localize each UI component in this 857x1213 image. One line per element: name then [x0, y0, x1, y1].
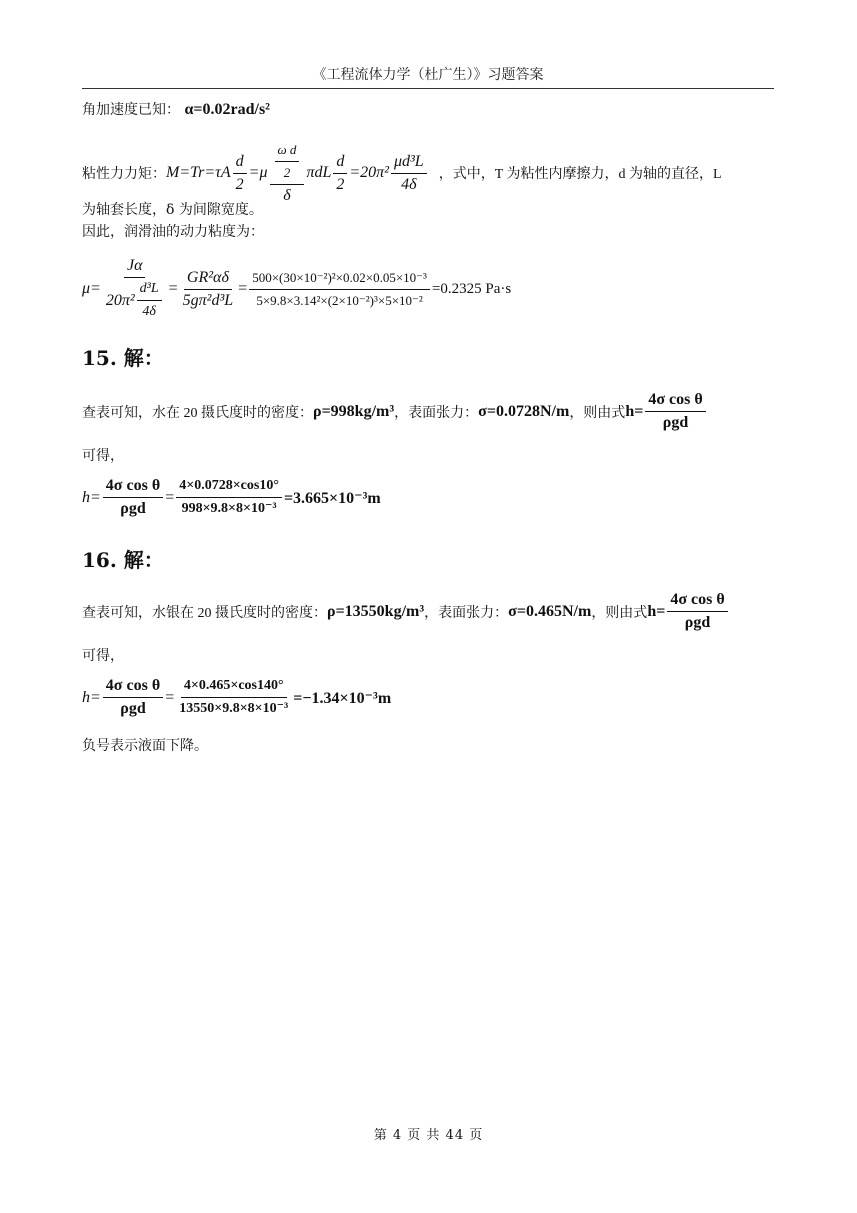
angular-accel-label: 角加速度已知： [82, 102, 180, 118]
section-15-result: =3.665×10⁻³m [283, 489, 381, 507]
torque-equation: M=Tr=τA $\frac{d}{2}$ =μ $\frac{\frac{\text{ω d}}{2}}{\delta}$ πdL $\frac{d}{2}$ =20π² $\frac{\text{μd³L}}{4\delta}$ [166, 140, 429, 206]
section-15-lookup-line: 查表可知，水在 20 摄氏度时的密度： ρ=998kg/m³ ，表面张力： σ=0.0728N/m ，则由式 h= $\frac{\text{4σ cos θ}}{\text{ρgd}}$ [82, 390, 708, 433]
section-15-lookup: 查表可知，水在 20 摄氏度时的密度： [82, 405, 313, 421]
section-16-result-label: 可得， [82, 648, 124, 664]
section-15-from-label: ，则由式 [569, 405, 626, 421]
section-16-denominator: 13550×9.8×8×10⁻³ [179, 701, 289, 716]
section-15-heading: 15. 解： [82, 346, 164, 370]
section-16-sigma: σ=0.465N/m [508, 602, 592, 620]
section-16-rho: ρ=13550kg/m³ [327, 602, 425, 620]
therefore-text: 因此，润滑油的动力粘度为： [82, 224, 264, 240]
viscous-torque-line [82, 140, 722, 206]
section-16-note: 负号表示液面下降。 [82, 738, 208, 754]
section-15-numerator: 4×0.0728×cos10° [176, 476, 282, 498]
section-16-heading: 16. 解： [82, 548, 164, 572]
section-16-lookup-line: 查表可知，水银在 20 摄氏度时的密度： ρ=13550kg/m³ ，表面张力： σ=0.465N/m ，则由式 h= $\frac{\text{4σ cos θ}}{\text{ρgd}}$ [82, 590, 730, 633]
mu-equation: μ= Jα 20π² $\frac{\text{d³L}}{4\delta}$ = $\frac{\text{GR²αδ}}{\text{5gπ²d³L}}$ = $\frac{\text{500×(30×10⁻²)²×0.02×0.05×10⁻³}}{\text{5×9.8×3.14²×(2×10⁻²)³×5×10⁻²}}$ =0.2325 Pa·s [82, 257, 512, 319]
viscous-note: ，式中，T 为粘性内摩擦力，d 为轴的直径，L [438, 167, 722, 182]
section-16-result-equation: h= $\frac{\text{4σ cos θ}}{\text{ρgd}}$ = $\frac{4\times 0.465\times\cos 140^\circ}{\text{13550×9.8×8×10⁻³}}$ =−1.34×10⁻³m [82, 677, 392, 717]
viscous-label: 粘性力力矩： [82, 167, 166, 182]
mu-result: =0.2325 Pa·s [431, 280, 512, 297]
section-16-result: =−1.34×10⁻³m [293, 689, 392, 707]
section-16-from-label: ，则由式 [591, 605, 648, 621]
angular-accel-line [82, 100, 270, 120]
page-header: 《工程流体力学（杜广生）》习题答案 [82, 64, 774, 89]
angular-accel-equation: α=0.02rad/s² [184, 101, 270, 118]
section-15-result-label: 可得， [82, 448, 124, 464]
section-15-rho: ρ=998kg/m³ [313, 402, 395, 420]
section-16-tension-label: ，表面张力： [424, 605, 509, 621]
section-15-tension-label: ，表面张力： [394, 405, 479, 421]
viscous-note-2: 为轴套长度，δ 为间隙宽度。 [82, 202, 263, 218]
section-15-result-equation: h= $\frac{\text{4σ cos θ}}{\text{ρgd}}$ = $\frac{4\times 0.0728\times\cos 10^\circ}{\text{998×9.8×8×10⁻³}}$ =3.665×10⁻³m [82, 477, 381, 517]
section-16-lookup: 查表可知，水银在 20 摄氏度时的密度： [82, 605, 327, 621]
section-15-sigma: σ=0.0728N/m [478, 402, 570, 420]
page-footer: 第 4 页 共 44 页 [373, 1128, 484, 1143]
section-16-numerator: 4×0.465×cos140° [181, 676, 287, 698]
section-15-denominator: 998×9.8×8×10⁻³ [181, 501, 277, 516]
